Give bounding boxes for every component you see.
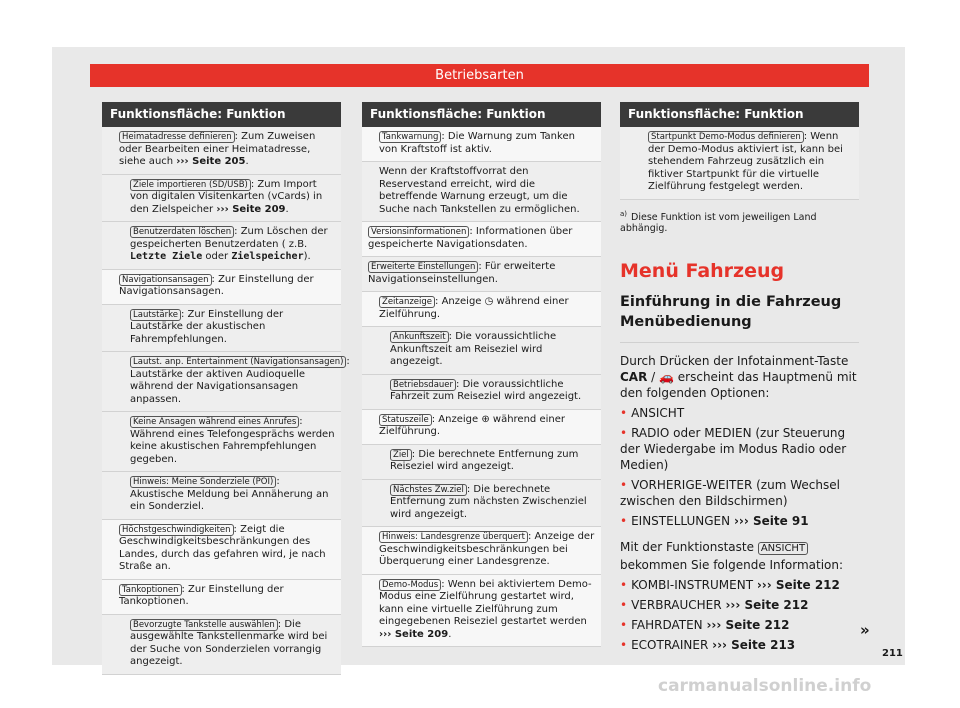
- table-row: [102, 352, 350, 412]
- row-text: während einer Zielführung.: [379, 296, 569, 320]
- menu-term: Zielspeicher: [231, 251, 304, 262]
- table-column-3: [620, 102, 859, 653]
- table-header: Funktionsfläche: Funktion: [362, 102, 601, 127]
- table-row: [362, 410, 601, 445]
- table-row: [102, 222, 341, 270]
- status-icon: ⊕: [481, 413, 490, 425]
- row-text: : Wenn der Demo-Modus aktiviert ist, kann bei stehendem Fahrzeug zusätzlich ein fiktiver Startpunkt für die virtuelle Zielführung festgelegt werden.: [648, 131, 843, 192]
- menu-term: Letzte Ziele: [130, 251, 203, 262]
- bullet-icon: •: [620, 637, 628, 652]
- table-row: [362, 445, 601, 480]
- function-key-label: Lautst. anp. Entertainment (Navigationsansagen): [130, 356, 346, 368]
- function-key-label: Zeitanzeige: [379, 296, 435, 308]
- row-text: : Die voraussichtliche Fahrzeit zum Reiseziel wird angezeigt.: [390, 378, 582, 402]
- bullet-icon: •: [620, 425, 628, 440]
- bullet-icon: •: [620, 577, 628, 592]
- table-row: [362, 575, 601, 648]
- table-row: [362, 257, 601, 292]
- row-text: : Zur Einstellung der Lautstärke der akustischen Fahrempfehlungen.: [130, 308, 284, 345]
- continue-marker: »: [860, 621, 870, 639]
- footnote: $^{a)}$ Diese Funktion ist vom jeweiligen Land abhängig.: [620, 209, 817, 234]
- bullet-icon: •: [620, 597, 628, 612]
- row-text: : Für erweiterte Navigationseinstellungen.: [368, 261, 556, 285]
- list-item-text: RADIO oder MEDIEN (zur Steuerung der Wiedergabe im Modus Radio oder Medien): [620, 425, 847, 472]
- bullet-icon: •: [620, 477, 628, 492]
- table-header: Funktionsfläche: Funktion: [620, 102, 859, 127]
- row-text: : Zur Einstellung der Navigationsansagen.: [119, 273, 314, 297]
- list-item-text: KOMBI-INSTRUMENT: [631, 577, 754, 592]
- bullet-icon: •: [620, 405, 628, 420]
- row-text: : Anzeige der Geschwindigkeitsbeschränkungen bei Überquerung einer Landesgrenze.: [379, 531, 595, 567]
- row-text: : Die berechnete Entfernung zum Reiseziel wird angezeigt.: [390, 448, 579, 472]
- row-text: : Die berechnete Entfernung zum nächsten Zwischenziel wird angezeigt.: [390, 483, 587, 520]
- table-row: [102, 175, 341, 223]
- row-text: .: [285, 203, 289, 215]
- table-row: [102, 615, 341, 675]
- page-reference: ››› Seite 91: [733, 513, 809, 528]
- ansicht-key: ANSICHT: [758, 542, 808, 555]
- page-reference: ››› Seite 213: [712, 637, 796, 652]
- function-key-label: Versionsinformationen: [368, 226, 469, 238]
- bullet-icon: •: [620, 617, 628, 632]
- list-item: [620, 637, 859, 653]
- table-rows: [362, 127, 601, 647]
- table-row: [102, 305, 341, 353]
- page-reference: ››› Seite 205: [176, 156, 246, 167]
- table-row: [620, 127, 859, 200]
- row-text: ).: [303, 251, 311, 262]
- row-text: .: [245, 156, 249, 167]
- list-item: [620, 577, 859, 593]
- list-item: [620, 477, 859, 509]
- car-key: CAR: [620, 369, 648, 384]
- row-text: : Zum Zuweisen oder Bearbeiten einer Heimatadresse, siehe auch: [119, 131, 316, 167]
- function-key-label: Bevorzugte Tankstelle auswählen: [130, 619, 278, 631]
- table-row: [102, 270, 341, 305]
- page-reference: ››› Seite 209: [379, 628, 449, 640]
- table-row: [102, 472, 341, 520]
- table-header: Funktionsfläche: Funktion: [102, 102, 341, 127]
- row-text: : Zum Löschen der gespeicherten Benutzerdaten ( z.B.: [130, 226, 328, 250]
- watermark: carmanualsonline.info: [658, 676, 872, 696]
- row-text: : Wenn bei aktiviertem Demo-Modus eine Zielführung gestartet wird, kann eine virtuelle Zielführung zum eingegebenen Reiseziel gestartet werden: [379, 578, 592, 627]
- section-heading: Menü Fahrzeug: [620, 259, 785, 282]
- table-row: [362, 222, 601, 257]
- table-row: [102, 520, 341, 580]
- list-item-text: EINSTELLUNGEN: [631, 513, 731, 528]
- function-key-label: Hinweis: Landesgrenze überquert: [379, 531, 528, 543]
- info-list: [620, 577, 859, 653]
- list-item: [620, 617, 859, 633]
- table-row: [102, 127, 341, 175]
- function-key-label: Nächstes Zw.ziel: [390, 484, 467, 496]
- table-column-2: [362, 102, 601, 647]
- page-number: 211: [882, 648, 903, 659]
- function-key-label: Lautstärke: [130, 309, 181, 321]
- list-item-text: ANSICHT: [631, 405, 685, 420]
- function-key-label: Tankoptionen: [119, 584, 182, 596]
- page-reference: ››› Seite 212: [706, 617, 790, 632]
- info-paragraph: Mit der Funktionstaste ANSICHT bekommen Sie folgende Information:: [620, 539, 844, 572]
- function-key-label: Keine Ansagen während eines Anrufes: [130, 416, 299, 428]
- list-item: [620, 425, 859, 473]
- page-reference: ››› Seite 212: [725, 597, 809, 612]
- section-header: Betriebsarten: [90, 64, 869, 87]
- status-icon: ◷: [484, 296, 494, 307]
- function-key-label: Hinweis: Meine Sonderziele (POI): [130, 476, 276, 488]
- row-text: oder: [202, 251, 232, 262]
- list-item-text: FAHRDATEN: [631, 617, 703, 632]
- function-key-label: Heimatadresse definieren: [119, 131, 235, 143]
- row-text: .: [448, 628, 452, 640]
- row-text: : Zeigt die Geschwindigkeitsbeschränkungen des Landes, durch das gefahren wird, je nach Straße an.: [119, 523, 326, 572]
- table-row: [362, 162, 601, 222]
- subsection-heading: Einführung in die Fahrzeug Menübedienung: [620, 292, 859, 343]
- table-row: [362, 527, 601, 575]
- function-key-label: Demo-Modus: [379, 579, 441, 591]
- row-text: : Während eines Telefongesprächs werden keine akustischen Fahrempfehlungen gegeben.: [130, 416, 335, 465]
- row-text: : Zur Einstellung der Tankoptionen.: [119, 583, 284, 607]
- list-item: [620, 405, 859, 421]
- table-row: [362, 127, 601, 162]
- function-key-label: Statuszeile: [379, 414, 432, 426]
- list-item-text: VORHERIGE-WEITER (zum Wechsel zwischen den Bildschirmen): [620, 477, 840, 508]
- function-key-label: Tankwarnung: [379, 131, 441, 143]
- row-text: : Lautstärke der aktiven Audioquelle während der Navigationsansagen anpassen.: [130, 356, 350, 405]
- function-key-label: Erweiterte Einstellungen: [368, 261, 478, 273]
- table-row: [362, 327, 601, 375]
- table-column-1: [102, 102, 350, 675]
- table-rows: [620, 127, 859, 200]
- page-reference: ››› Seite 212: [756, 577, 840, 592]
- row-text: : Die ausgewählte Tankstellenmarke wird bei der Suche von Sonderzielen vorrangig angezeigt.: [130, 618, 328, 667]
- row-text: : Akustische Meldung bei Annäherung an ein Sonderziel.: [130, 476, 329, 512]
- intro-paragraph: Durch Drücken der Infotainment-Taste CAR / 🚗 erscheint das Hauptmenü mit den folgenden Optionen:: [620, 353, 857, 400]
- table-row: [102, 412, 341, 472]
- list-item-text: VERBRAUCHER: [631, 597, 722, 612]
- table-row: [102, 580, 341, 615]
- options-list: [620, 405, 859, 529]
- function-key-label: Ziele importieren (SD/USB): [130, 179, 251, 191]
- row-text: während einer Zielführung.: [379, 413, 565, 437]
- bullet-icon: •: [620, 513, 628, 528]
- function-key-label: Betriebsdauer: [390, 379, 456, 391]
- function-key-label: Benutzerdaten löschen: [130, 226, 234, 238]
- table-row: [362, 292, 601, 327]
- function-key-label: Startpunkt Demo-Modus definieren: [648, 131, 804, 143]
- table-row: [362, 375, 601, 410]
- row-text: : Informationen über gespeicherte Navigationsdaten.: [368, 226, 573, 250]
- row-text: : Anzeige: [431, 413, 482, 425]
- list-item: [620, 597, 859, 613]
- row-text: : Zum Import von digitalen Visitenkarten (vCards) in den Zielspeicher: [130, 178, 323, 215]
- table-row: [362, 480, 601, 528]
- row-text: : Anzeige: [435, 296, 485, 307]
- function-key-label: Höchstgeschwindigkeiten: [119, 524, 234, 536]
- list-item-text: ECOTRAINER: [631, 637, 709, 652]
- table-rows: [102, 127, 350, 675]
- row-text: : Die voraussichtliche Ankunftszeit am Reiseziel wird angezeigt.: [390, 331, 557, 367]
- row-text: Wenn der Kraftstoffvorrat den Reservestand erreicht, wird die betreffende Warnung erzeugt, um die Suche nach Tankstellen zu ermöglichen.: [379, 166, 580, 215]
- function-key-label: Navigationsansagen: [119, 274, 212, 286]
- page-reference: ››› Seite 209: [216, 203, 286, 215]
- function-key-label: Ziel: [390, 449, 412, 461]
- function-key-label: Ankunftszeit: [390, 331, 449, 343]
- row-text: : Die Warnung zum Tanken von Kraftstoff ist aktiv.: [379, 131, 575, 155]
- list-item: [620, 513, 859, 529]
